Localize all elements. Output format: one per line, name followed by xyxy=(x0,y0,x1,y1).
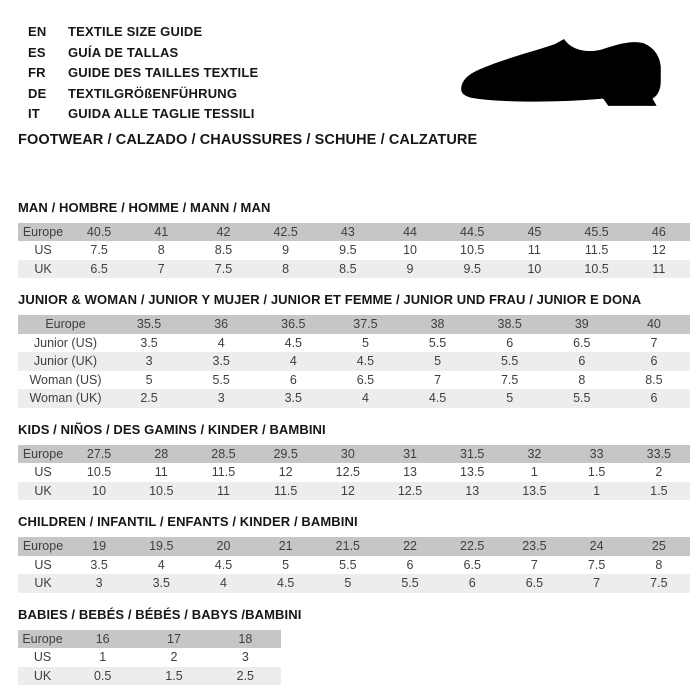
size-cell: 32 xyxy=(527,446,542,461)
size-cell: 4 xyxy=(361,391,369,405)
section-title: BABIES / BEBÉS / BÉBÉS / BABYS /BAMBINI xyxy=(18,606,302,622)
size-cell: 11.5 xyxy=(584,243,609,257)
size-cell: 5.5 xyxy=(573,391,591,405)
size-cell: 13 xyxy=(403,465,417,479)
size-cell: 1.5 xyxy=(587,465,606,479)
size-cell: 6 xyxy=(506,335,514,350)
size-cell: 22.5 xyxy=(460,539,485,553)
row-label: UK xyxy=(34,483,52,498)
size-cell: 3.5 xyxy=(284,391,302,405)
size-cell: 2 xyxy=(170,650,178,664)
size-cell: 2 xyxy=(655,465,663,479)
size-cell: 6 xyxy=(468,576,476,590)
size-section xyxy=(18,292,690,408)
size-cell: 7.5 xyxy=(650,576,668,590)
table-header-row xyxy=(18,445,690,464)
size-cell: 3.5 xyxy=(152,576,170,590)
size-cell: 6.5 xyxy=(463,557,481,572)
size-cell: 3.5 xyxy=(140,335,158,350)
size-cell: 8 xyxy=(655,557,663,572)
size-cell: 1 xyxy=(99,650,107,664)
size-cell: 19.5 xyxy=(149,539,174,553)
size-cell: 7 xyxy=(593,576,601,590)
size-cell: 5 xyxy=(344,576,352,590)
size-cell: 8.5 xyxy=(339,261,357,276)
size-cell: 3 xyxy=(145,354,153,368)
row-label: Woman (US) xyxy=(29,372,102,387)
size-cell: 2.5 xyxy=(140,391,158,405)
table-row xyxy=(18,389,690,408)
size-cell: 5 xyxy=(506,391,514,405)
row-label: Europe xyxy=(22,539,64,553)
size-cell: 8.5 xyxy=(214,243,233,257)
size-table xyxy=(18,537,690,593)
size-cell: 12.5 xyxy=(335,465,361,479)
size-table xyxy=(18,630,281,686)
row-label: Europe xyxy=(22,446,64,461)
section-title: JUNIOR & WOMAN / JUNIOR Y MUJER / JUNIOR ET FEMME / JUNIOR UND FRAU / JUNIOR E DONA xyxy=(18,292,642,307)
size-cell: 31 xyxy=(403,446,417,461)
size-cell: 5.5 xyxy=(428,335,447,350)
size-cell: 5 xyxy=(282,557,290,572)
size-cell: 9.5 xyxy=(339,243,357,257)
size-cell: 45 xyxy=(527,224,542,239)
size-cell: 8 xyxy=(578,372,586,387)
size-cell: 5 xyxy=(145,372,153,387)
size-cell: 13 xyxy=(465,483,480,498)
size-cell: 10.5 xyxy=(584,261,609,276)
size-cell: 24 xyxy=(589,539,604,553)
size-cell: 10 xyxy=(403,243,417,257)
size-cell: 10.5 xyxy=(149,483,174,498)
size-cell: 30 xyxy=(340,446,355,461)
row-label: US xyxy=(34,557,52,572)
table-row xyxy=(18,667,281,686)
size-cell: 4.5 xyxy=(428,391,447,405)
size-cell: 40.5 xyxy=(86,224,112,239)
size-cell: 38.5 xyxy=(497,317,522,331)
size-cell: 3 xyxy=(95,576,103,590)
size-cell: 4.5 xyxy=(284,335,302,350)
row-label: Woman (UK) xyxy=(29,391,102,405)
size-sections xyxy=(18,200,690,686)
size-cell: 4.5 xyxy=(356,354,375,368)
size-cell: 8 xyxy=(157,243,165,257)
size-cell: 7 xyxy=(530,557,538,572)
language-label: TEXTILE SIZE GUIDE xyxy=(68,24,203,39)
size-cell: 11 xyxy=(652,261,666,276)
size-cell: 40 xyxy=(646,317,661,331)
size-cell: 9 xyxy=(406,261,414,276)
size-cell: 9.5 xyxy=(463,261,481,276)
size-cell: 13.5 xyxy=(460,465,485,479)
section-title: KIDS / NIÑOS / DES GAMINS / KINDER / BAMBINI xyxy=(18,421,326,437)
size-cell: 6.5 xyxy=(525,576,544,590)
table-header-row xyxy=(18,630,281,649)
size-table xyxy=(18,223,690,279)
category-line: FOOTWEAR / CALZADO / CHAUSSURES / SCHUHE / CALZATURE xyxy=(18,131,478,148)
language-code: FR xyxy=(28,65,46,80)
row-label: US xyxy=(33,650,52,664)
size-cell: 11 xyxy=(527,243,541,257)
section-title: CHILDREN / INFANTIL / ENFANTS / KINDER / BAMBINI xyxy=(18,514,358,529)
size-cell: 4 xyxy=(157,557,165,572)
size-cell: 1.5 xyxy=(650,483,668,498)
size-cell: 8.5 xyxy=(645,372,663,387)
size-cell: 12 xyxy=(340,483,355,498)
size-cell: 6 xyxy=(289,372,297,387)
size-cell: 5.5 xyxy=(500,354,519,368)
size-cell: 6.5 xyxy=(573,335,591,350)
size-cell: 4 xyxy=(217,335,225,350)
table-row xyxy=(18,260,690,279)
size-cell: 7 xyxy=(157,261,165,276)
size-cell: 6 xyxy=(578,354,586,368)
size-cell: 46 xyxy=(651,224,666,239)
table-row xyxy=(18,574,690,593)
size-cell: 16 xyxy=(95,631,110,646)
table-row xyxy=(18,556,690,575)
table-row xyxy=(18,352,690,371)
size-cell: 7.5 xyxy=(500,372,519,387)
table-row xyxy=(18,241,690,260)
size-cell: 7.5 xyxy=(587,557,606,572)
section-title: MAN / HOMBRE / HOMME / MANN / MAN xyxy=(18,199,271,215)
size-cell: 31.5 xyxy=(460,446,485,461)
size-cell: 7 xyxy=(650,335,658,350)
size-cell: 4.5 xyxy=(276,576,295,590)
size-cell: 17 xyxy=(167,631,181,646)
language-code: DE xyxy=(28,85,47,101)
size-cell: 5 xyxy=(361,335,369,350)
size-cell: 27.5 xyxy=(86,446,112,461)
row-label: UK xyxy=(33,668,52,683)
table-row xyxy=(18,334,690,353)
table-header-row xyxy=(18,223,690,242)
row-label: UK xyxy=(34,576,52,590)
size-section xyxy=(18,200,690,279)
size-cell: 3 xyxy=(217,391,225,405)
row-label: Europe xyxy=(45,317,86,331)
size-cell: 29.5 xyxy=(273,446,298,461)
size-cell: 6.5 xyxy=(90,261,108,276)
size-cell: 25 xyxy=(651,539,666,553)
size-cell: 28 xyxy=(154,446,169,461)
size-cell: 11 xyxy=(154,465,168,479)
size-cell: 42 xyxy=(216,224,231,239)
table-row xyxy=(18,648,281,667)
table-header-row xyxy=(18,315,690,334)
language-label: GUIDE DES TAILLES TEXTILE xyxy=(68,65,259,80)
size-cell: 36.5 xyxy=(281,317,306,331)
size-cell: 37.5 xyxy=(353,317,378,331)
size-cell: 10 xyxy=(92,483,107,498)
size-cell: 7.5 xyxy=(214,261,233,276)
table-header-row xyxy=(18,537,690,556)
size-cell: 45.5 xyxy=(584,224,609,239)
size-cell: 1 xyxy=(530,465,538,479)
size-cell: 33.5 xyxy=(646,446,672,461)
size-cell: 6.5 xyxy=(356,372,375,387)
size-section xyxy=(18,514,690,593)
size-cell: 11.5 xyxy=(211,465,236,479)
row-label: US xyxy=(34,465,52,479)
size-cell: 3.5 xyxy=(90,557,108,572)
size-cell: 36 xyxy=(214,317,229,331)
language-code: ES xyxy=(28,44,46,60)
size-section xyxy=(18,607,690,686)
size-cell: 6 xyxy=(650,354,658,368)
row-label: Europe xyxy=(22,631,63,646)
size-cell: 5 xyxy=(434,354,442,368)
size-cell: 35.5 xyxy=(136,317,162,331)
size-cell: 3 xyxy=(241,650,249,664)
size-cell: 21.5 xyxy=(335,539,361,553)
document-header xyxy=(0,0,700,148)
size-cell: 42.5 xyxy=(273,224,298,239)
size-section xyxy=(18,422,690,501)
size-table xyxy=(18,445,690,501)
row-label: Europe xyxy=(22,224,64,239)
row-label: Junior (UK) xyxy=(33,354,98,368)
size-cell: 4.5 xyxy=(214,557,233,572)
size-cell: 4 xyxy=(219,576,227,590)
size-table xyxy=(18,315,690,408)
size-cell: 2.5 xyxy=(236,668,255,683)
size-cell: 39 xyxy=(574,317,589,331)
row-label: UK xyxy=(34,261,52,276)
size-cell: 10 xyxy=(527,261,542,276)
size-cell: 12 xyxy=(278,465,293,479)
size-cell: 38 xyxy=(430,317,445,331)
size-cell: 41 xyxy=(154,224,169,239)
table-row xyxy=(18,371,690,390)
table-row xyxy=(18,463,690,482)
size-cell: 12.5 xyxy=(397,483,423,498)
size-cell: 5.5 xyxy=(401,576,419,590)
size-cell: 7.5 xyxy=(90,243,108,257)
size-cell: 0.5 xyxy=(93,668,112,683)
size-cell: 43 xyxy=(340,224,355,239)
size-cell: 7 xyxy=(434,372,442,387)
row-label: Junior (US) xyxy=(33,335,98,350)
size-cell: 12 xyxy=(651,243,666,257)
size-cell: 23.5 xyxy=(522,539,547,553)
size-cell: 5.5 xyxy=(212,372,230,387)
language-label: TEXTILGRÖßENFÜHRUNG xyxy=(68,85,238,101)
size-cell: 19 xyxy=(92,539,107,553)
size-cell: 28.5 xyxy=(211,446,236,461)
size-cell: 8 xyxy=(282,261,290,276)
row-label: US xyxy=(34,243,52,257)
size-cell: 10.5 xyxy=(460,243,485,257)
size-cell: 1 xyxy=(593,483,601,498)
size-cell: 3.5 xyxy=(212,354,230,368)
size-cell: 18 xyxy=(238,631,253,646)
size-cell: 33 xyxy=(589,446,604,461)
language-code: IT xyxy=(28,106,40,121)
size-cell: 11.5 xyxy=(273,483,298,498)
size-cell: 11 xyxy=(216,483,230,498)
size-cell: 10.5 xyxy=(86,465,112,479)
language-code: EN xyxy=(28,24,47,39)
size-cell: 9 xyxy=(282,243,290,257)
language-label: GUIDA ALLE TAGLIE TESSILI xyxy=(68,106,255,121)
table-row xyxy=(18,482,690,501)
size-cell: 21 xyxy=(278,539,293,553)
size-cell: 4 xyxy=(289,354,297,368)
size-cell: 13.5 xyxy=(522,483,547,498)
size-cell: 5.5 xyxy=(339,557,357,572)
size-cell: 1.5 xyxy=(165,668,183,683)
size-cell: 44 xyxy=(403,224,417,239)
size-cell: 6 xyxy=(406,557,414,572)
language-label: GUÍA DE TALLAS xyxy=(68,44,179,60)
size-cell: 20 xyxy=(216,539,231,553)
size-cell: 44.5 xyxy=(460,224,485,239)
size-cell: 6 xyxy=(650,391,658,405)
size-cell: 22 xyxy=(403,539,417,553)
shoe-icon xyxy=(458,38,664,110)
